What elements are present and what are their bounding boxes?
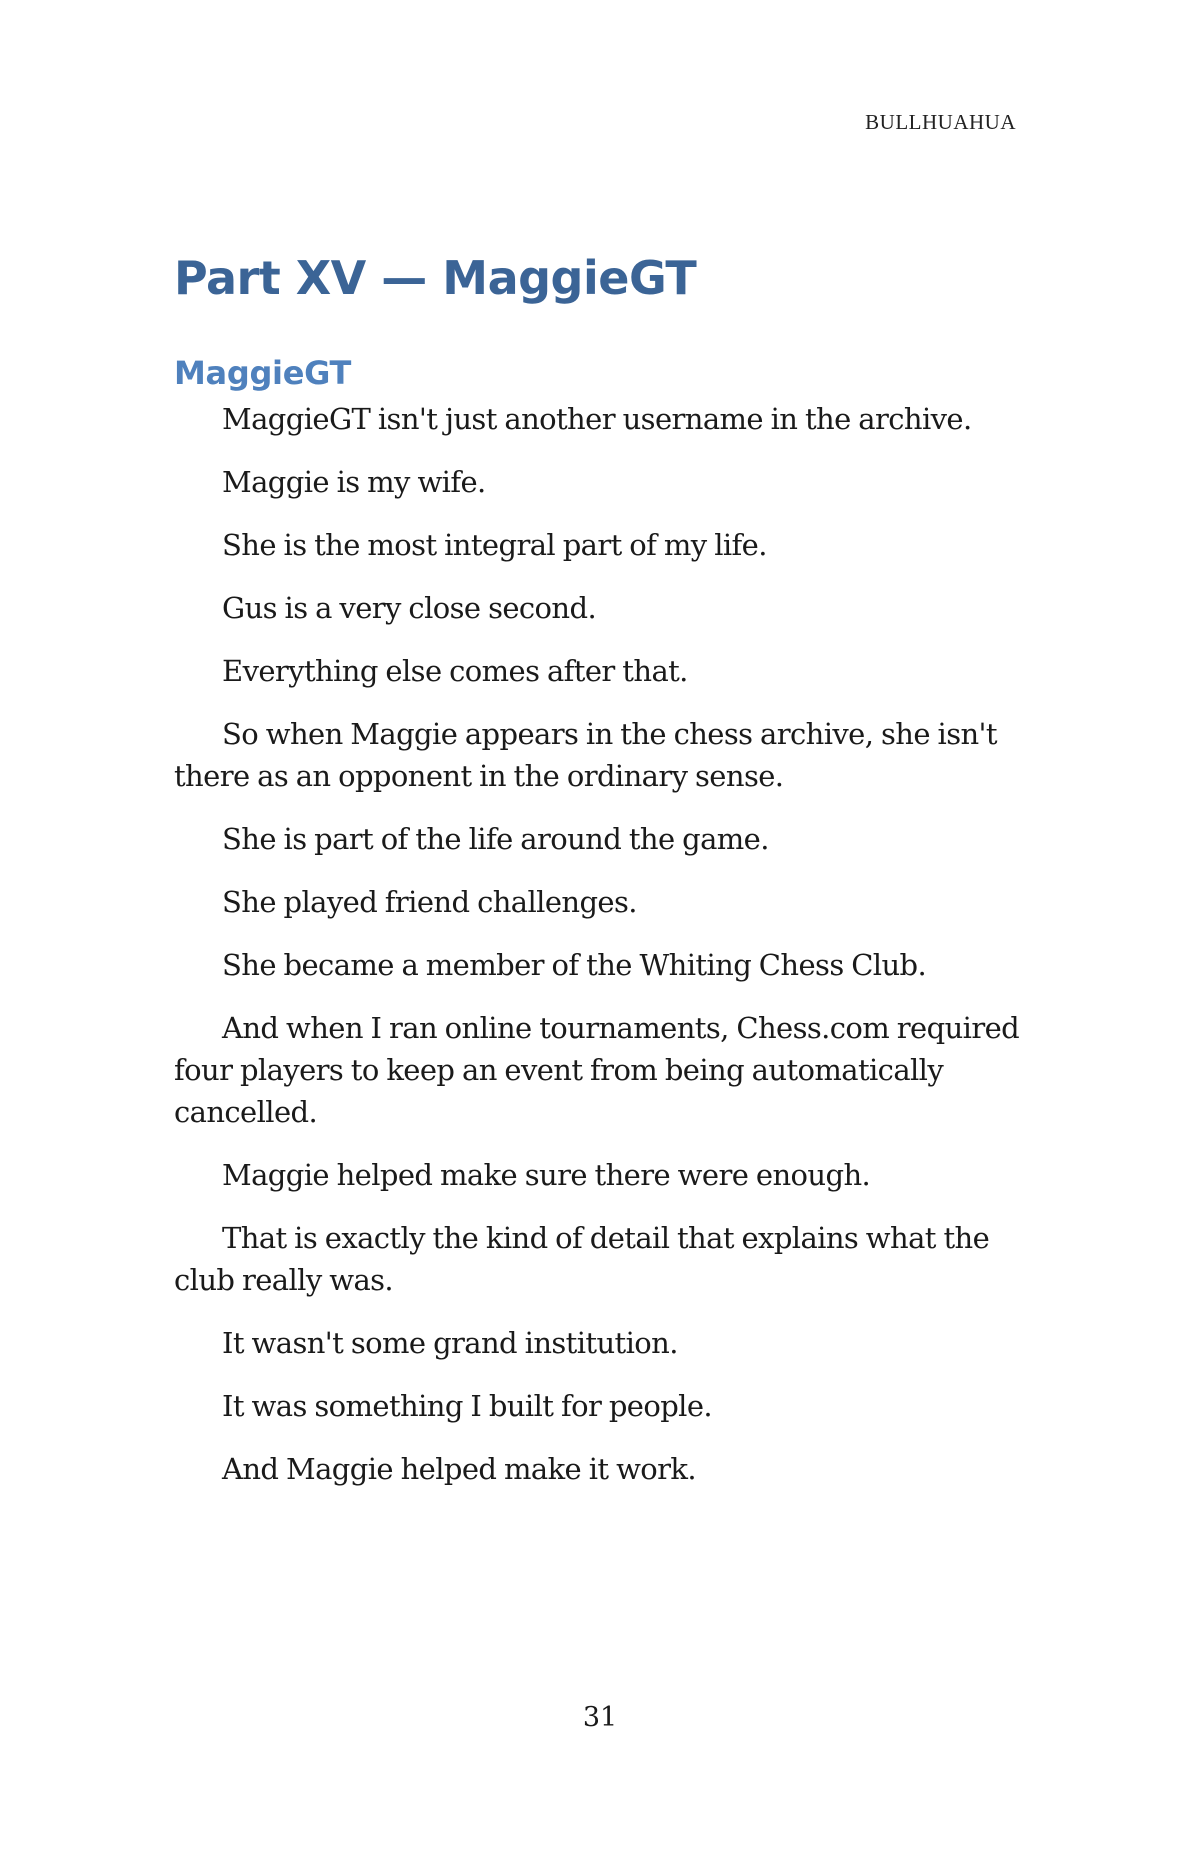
body-paragraph: So when Maggie appears in the chess archive, she isn't there as an opponent in the ordinary sense.: [174, 716, 997, 793]
body-paragraph: And Maggie helped make it work.: [222, 1451, 697, 1486]
body-paragraph: Maggie is my wife.: [222, 464, 486, 499]
body-paragraph: It was something I built for people.: [222, 1388, 713, 1423]
body-paragraph: She is the most integral part of my life.: [222, 527, 767, 562]
body-paragraph: MaggieGT isn't just another username in the archive.: [222, 401, 972, 436]
chapter-title: Part XV — MaggieGT: [174, 251, 697, 305]
page-number: 31: [582, 1702, 618, 1733]
body-paragraph: She played friend challenges.: [222, 884, 637, 919]
body-paragraph: Maggie helped make sure there were enough.: [222, 1157, 871, 1192]
body-paragraph: It wasn't some grand institution.: [222, 1325, 678, 1360]
body-paragraph: She became a member of the Whiting Chess Club.: [222, 947, 927, 982]
section-title: MaggieGT: [174, 353, 352, 392]
body-paragraph: Everything else comes after that.: [222, 653, 688, 688]
page-content: [174, 250, 1024, 1511]
body-paragraph: Gus is a very close second.: [222, 590, 597, 625]
body-paragraph: And when I ran online tournaments, Chess.com required four players to keep an event from being automatically cancelled.: [174, 1010, 1020, 1129]
body-paragraph: She is part of the life around the game.: [222, 821, 769, 856]
body-paragraph: That is exactly the kind of detail that explains what the club really was.: [174, 1220, 990, 1297]
running-header: BULLHUAHUA: [865, 110, 1016, 134]
